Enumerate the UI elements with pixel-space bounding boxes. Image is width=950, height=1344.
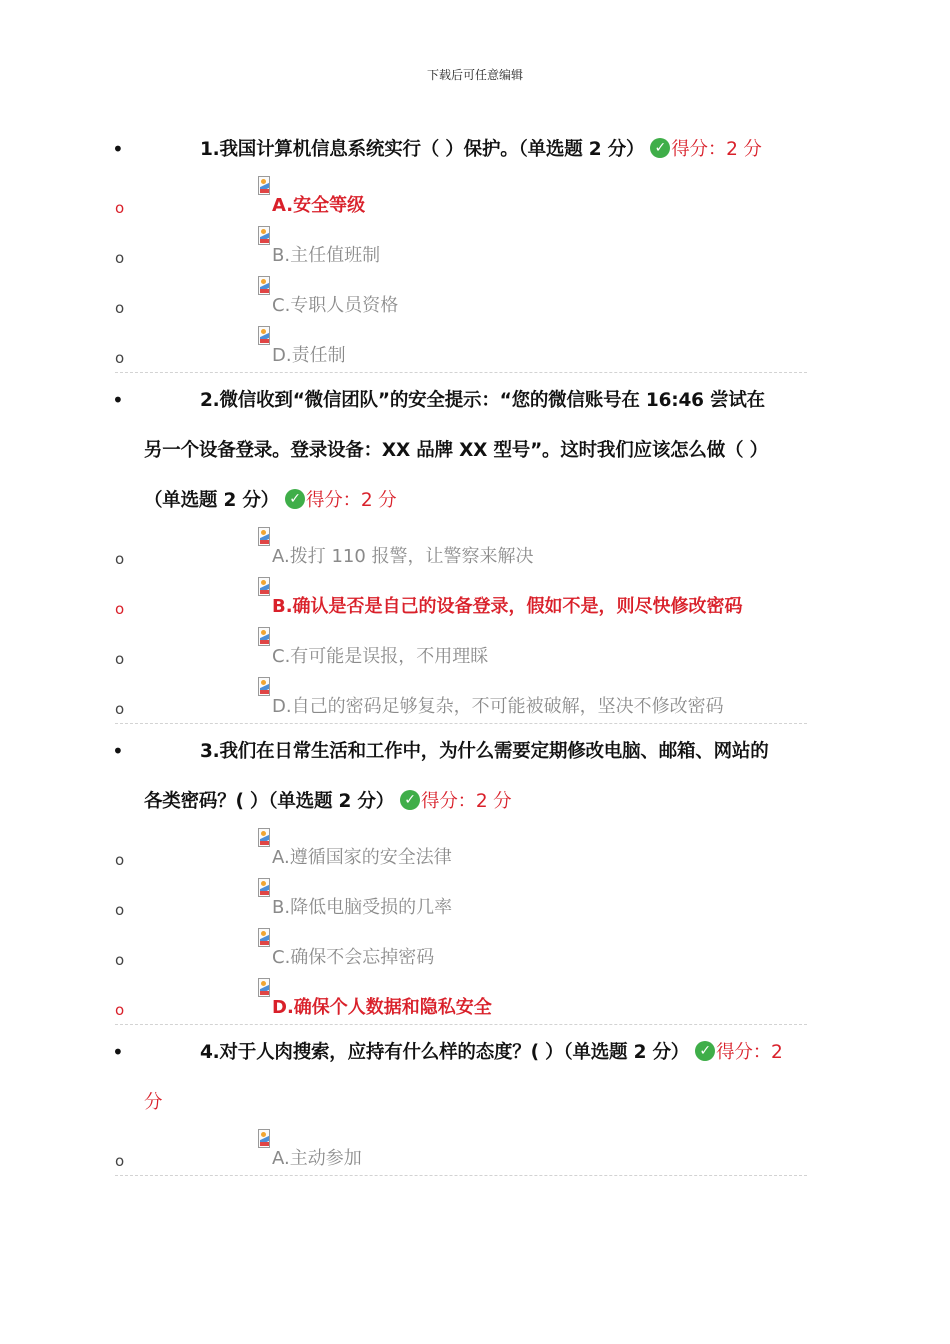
score-label: 得分：2 分: [671, 139, 762, 160]
divider: [115, 1175, 807, 1176]
question-text: [144, 777, 511, 827]
check-icon: ✓: [650, 138, 670, 158]
divider: [115, 723, 807, 724]
question-text: [200, 125, 762, 175]
option-text: D.确保个人数据和隐私安全: [272, 997, 492, 1018]
option-c[interactable]: [0, 626, 950, 676]
broken-image-icon: [258, 677, 270, 696]
divider: [115, 1024, 807, 1025]
broken-image-icon: [258, 527, 270, 546]
option-bullet: o: [115, 349, 125, 367]
option-a[interactable]: [0, 1128, 950, 1178]
broken-image-icon: [258, 627, 270, 646]
option-bullet: o: [115, 299, 125, 317]
check-icon: ✓: [285, 489, 305, 509]
question-line: [0, 777, 950, 827]
option-bullet: o: [115, 901, 125, 919]
question-line: [0, 727, 950, 777]
question-3: [0, 727, 950, 1028]
broken-image-icon: [258, 878, 270, 897]
page-header: 下载后可任意编辑: [426, 68, 523, 82]
broken-image-icon: [258, 276, 270, 295]
score-label: 得分：2: [716, 1042, 783, 1063]
question-text: [144, 1078, 162, 1128]
option-text: A.主动参加: [272, 1148, 362, 1169]
question-text: [144, 476, 396, 526]
question-bullet: •: [112, 388, 124, 412]
check-icon: ✓: [695, 1041, 715, 1061]
question-line: [0, 1028, 950, 1078]
option-text: A.遵循国家的安全法律: [272, 847, 452, 868]
question-bullet: •: [112, 1040, 124, 1064]
question-text: [200, 1028, 783, 1078]
broken-image-icon: [258, 1129, 270, 1148]
option-bullet: o: [115, 851, 125, 869]
question-1: [0, 125, 950, 376]
option-bullet: o: [115, 1001, 125, 1019]
option-bullet: o: [115, 650, 125, 668]
option-text: C.专职人员资格: [272, 295, 399, 316]
option-d[interactable]: [0, 325, 950, 375]
question-stem: 1.我国计算机信息系统实行（ ）保护。（单选题 2 分）: [200, 139, 645, 160]
question-line: [0, 476, 950, 526]
question-line: [0, 376, 950, 426]
broken-image-icon: [258, 176, 270, 195]
option-bullet: o: [115, 550, 125, 568]
divider: [115, 372, 807, 373]
option-a[interactable]: [0, 827, 950, 877]
broken-image-icon: [258, 828, 270, 847]
broken-image-icon: [258, 577, 270, 596]
question-line: [0, 426, 950, 476]
score-label: 得分：2 分: [421, 791, 512, 812]
option-text: A.拨打 110 报警，让警察来解决: [272, 546, 534, 567]
option-bullet: o: [115, 199, 125, 217]
option-b[interactable]: [0, 225, 950, 275]
option-bullet: o: [115, 1152, 125, 1170]
option-d[interactable]: [0, 676, 950, 726]
question-line: [0, 1078, 950, 1128]
question-2: [0, 376, 950, 727]
quiz-content: [0, 125, 950, 1179]
question-text: 另一个设备登录。登录设备：XX 品牌 XX 型号”。这时我们应该怎么做（ ）: [144, 440, 768, 461]
option-c[interactable]: [0, 927, 950, 977]
option-text: B.确认是否是自己的设备登录，假如不是，则尽快修改密码: [272, 596, 743, 617]
option-b[interactable]: [0, 877, 950, 927]
score-label: 得分：2 分: [305, 490, 397, 511]
option-a[interactable]: [0, 175, 950, 225]
question-text: 3.我们在日常生活和工作中，为什么需要定期修改电脑、邮箱、网站的: [200, 741, 769, 762]
question-4: [0, 1028, 950, 1179]
broken-image-icon: [258, 978, 270, 997]
option-d[interactable]: [0, 977, 950, 1027]
check-icon: ✓: [400, 790, 420, 810]
option-text: D.自己的密码足够复杂，不可能被破解，坚决不修改密码: [272, 696, 724, 717]
option-text: C.确保不会忘掉密码: [272, 947, 435, 968]
broken-image-icon: [258, 928, 270, 947]
option-text: A.安全等级: [272, 195, 366, 216]
question-stem: 各类密码？( ）（单选题 2 分）: [144, 791, 395, 812]
option-bullet: o: [115, 249, 125, 267]
question-bullet: •: [112, 137, 124, 161]
option-c[interactable]: [0, 275, 950, 325]
question-text: 2.微信收到“微信团队”的安全提示：“您的微信账号在 16:46 尝试在: [200, 390, 765, 411]
question-line: [0, 125, 950, 175]
option-text: B.主任值班制: [272, 245, 381, 266]
question-bullet: •: [112, 739, 124, 763]
option-bullet: o: [115, 700, 125, 718]
score-label: 分: [144, 1092, 163, 1113]
option-b[interactable]: [0, 576, 950, 626]
option-bullet: o: [115, 600, 125, 618]
option-a[interactable]: [0, 526, 950, 576]
option-text: B.降低电脑受损的几率: [272, 897, 453, 918]
broken-image-icon: [258, 326, 270, 345]
option-text: C.有可能是误报，不用理睬: [272, 646, 489, 667]
broken-image-icon: [258, 226, 270, 245]
option-text: D.责任制: [272, 345, 346, 366]
question-stem: （单选题 2 分）: [144, 490, 279, 511]
option-bullet: o: [115, 951, 125, 969]
question-stem: 4.对于人肉搜索，应持有什么样的态度？( ）（单选题 2 分）: [200, 1042, 690, 1063]
